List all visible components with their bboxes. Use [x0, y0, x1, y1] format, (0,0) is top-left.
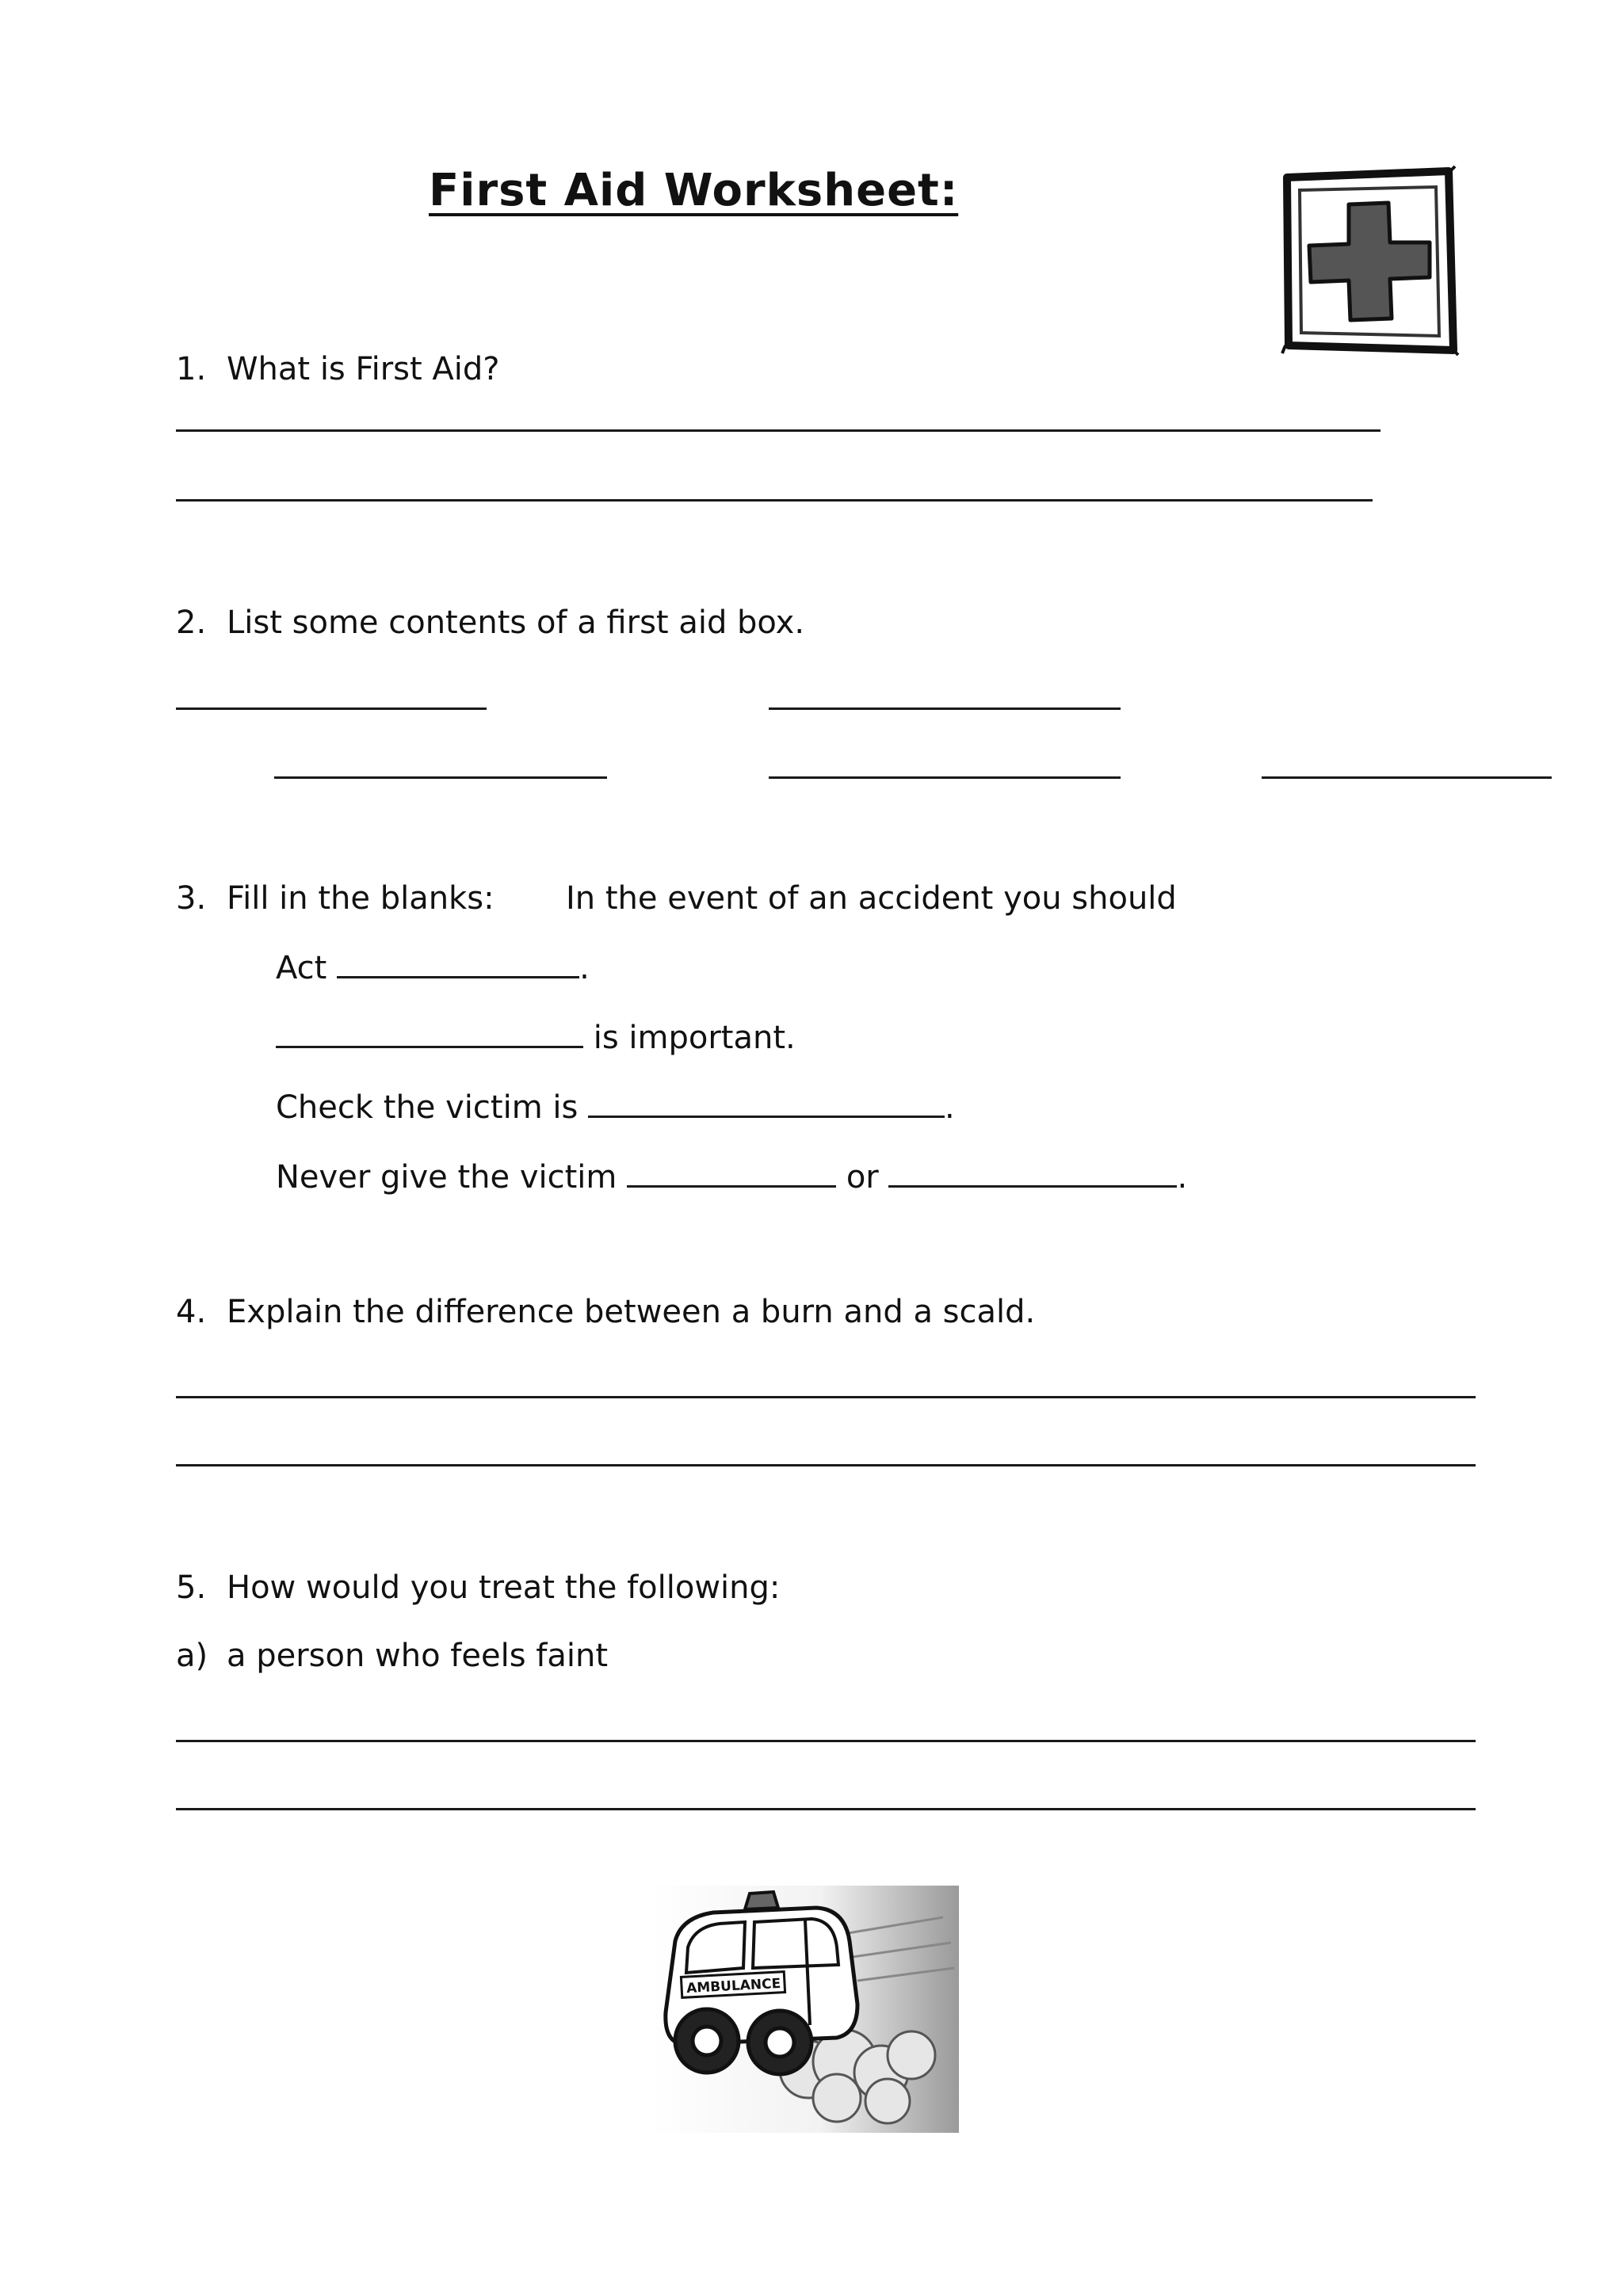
q3-line-4-post: .	[1177, 1159, 1188, 1196]
q3-blank-never-2[interactable]	[888, 1163, 1177, 1188]
q4-number: 4.	[176, 1294, 207, 1330]
q3-line-1-post: .	[579, 950, 590, 986]
q3-number: 3.	[176, 880, 207, 917]
q3-line-4-mid: or	[846, 1159, 879, 1196]
q1-answer-line-2[interactable]	[176, 499, 1373, 502]
q4-answer-line-1[interactable]	[176, 1396, 1476, 1398]
q2-answer-line-4[interactable]	[769, 776, 1121, 779]
q5a-answer-line-1[interactable]	[176, 1740, 1476, 1742]
q3-text: Fill in the blanks:	[227, 880, 495, 917]
page-title: First Aid Worksheet:	[429, 165, 959, 216]
q3-blank-important[interactable]	[276, 1024, 583, 1048]
q4-text: Explain the difference between a burn and a scald.	[227, 1294, 1036, 1330]
q3-line-3-pre: Check the victim is	[276, 1089, 579, 1126]
q3-blank-never-1[interactable]	[627, 1163, 836, 1188]
first-aid-cross-icon	[1279, 163, 1460, 357]
q3-intro: In the event of an accident you should	[566, 880, 1177, 917]
ambulance-sign: AMBULANCE	[685, 1975, 781, 1997]
q5-text: How would you treat the following:	[227, 1569, 781, 1606]
q1-answer-line-1[interactable]	[176, 429, 1381, 432]
q5a-answer-line-2[interactable]	[176, 1808, 1476, 1810]
q2-answer-line-1[interactable]	[176, 707, 487, 710]
q1-text: What is First Aid?	[227, 351, 500, 387]
q3-line-2-post: is important.	[593, 1020, 796, 1056]
q5a-label: a)	[176, 1638, 208, 1674]
q2-text: List some contents of a first aid box.	[227, 605, 805, 641]
q3-line-4	[276, 1159, 1188, 1196]
q1-number: 1.	[176, 351, 207, 387]
q2-number: 2.	[176, 605, 207, 641]
q5a-text: a person who feels faint	[227, 1638, 609, 1674]
q2-answer-line-2[interactable]	[769, 707, 1121, 710]
q3-line-2	[276, 1022, 796, 1054]
q2-answer-line-5[interactable]	[1262, 776, 1552, 779]
q3-line-1	[276, 952, 590, 984]
q3-blank-victim[interactable]	[588, 1093, 945, 1118]
q3-line-1-pre: Act	[276, 950, 327, 986]
q4-answer-line-2[interactable]	[176, 1464, 1476, 1466]
q2-answer-line-3[interactable]	[274, 776, 607, 779]
q3-blank-act[interactable]	[337, 954, 579, 978]
q3-line-3-post: .	[945, 1089, 955, 1126]
q3-line-3	[276, 1089, 955, 1126]
q5-number: 5.	[176, 1569, 207, 1606]
ambulance-icon	[650, 1886, 959, 2133]
q3-line-4-pre: Never give the victim	[276, 1159, 617, 1196]
